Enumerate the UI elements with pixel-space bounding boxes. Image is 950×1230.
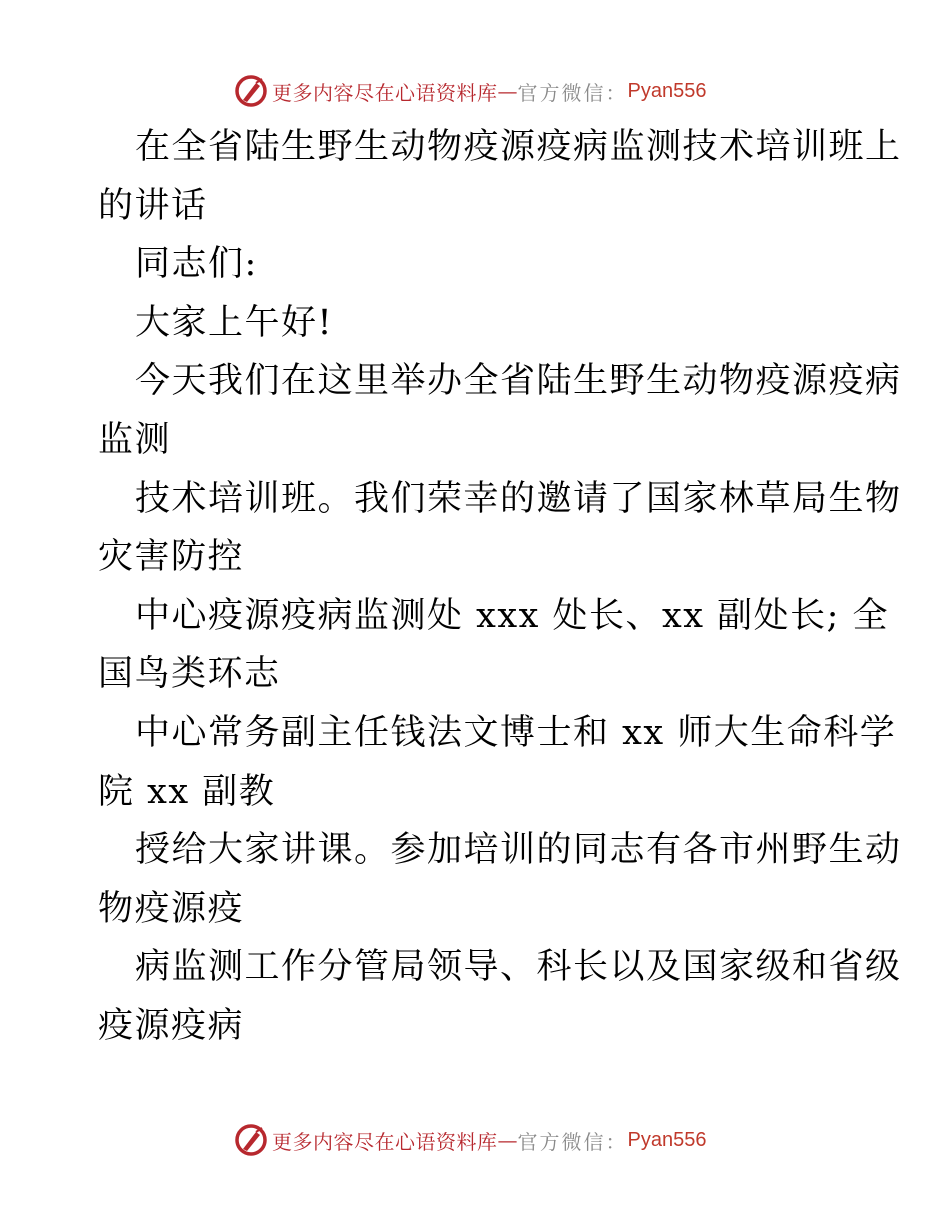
text-line: 今天我们在这里举办全省陆生野生动物疫源疫病 (135, 361, 902, 402)
watermark-wechat-id: Pyan556 (627, 1128, 707, 1151)
text-line: 技术培训班。我们荣幸的邀请了国家林草局生物 (135, 478, 902, 519)
text-line: 中心常务副主任钱法文博士和 xx 师大生命科学 (135, 712, 897, 753)
text-line: 物疫源疫 (98, 888, 245, 929)
document-body (98, 118, 902, 1056)
text-line: 中心疫源疫病监测处 xxx 处长、xx 副处长; 全 (135, 595, 889, 636)
watermark-dash: — (497, 1128, 518, 1152)
text-line: 在全省陆生野生动物疫源疫病监测技术培训班上 (135, 127, 902, 167)
text-line: 灾害防控 (98, 537, 245, 578)
text-line: 大家上午好! (135, 302, 334, 343)
watermark-wechat-id: Pyan556 (627, 79, 707, 102)
watermark-dash: — (497, 79, 518, 103)
text-line: 国鸟类环志 (98, 654, 281, 695)
quill-logo-icon (234, 74, 268, 108)
text-line: 院 xx 副教 (98, 771, 276, 812)
footer-watermark (234, 1122, 706, 1158)
text-line: 病监测工作分管局领导、科长以及国家级和省级 (135, 947, 902, 988)
quill-logo-icon (234, 1123, 268, 1157)
watermark-main-text: 更多内容尽在心语资料库 (272, 80, 498, 105)
text-line: 同志们: (135, 244, 258, 285)
watermark-main-text: 更多内容尽在心语资料库 (272, 1129, 498, 1154)
text-line: 授给大家讲课。参加培训的同志有各市州野生动 (135, 830, 902, 871)
text-line: 监测 (98, 419, 172, 460)
watermark-wechat-label: 官方微信： (517, 1129, 628, 1154)
header-watermark (234, 73, 706, 109)
text-line: 疫源疫病 (98, 1005, 245, 1046)
watermark-wechat-label: 官方微信： (517, 80, 628, 105)
text-line: 的讲话 (98, 185, 208, 226)
